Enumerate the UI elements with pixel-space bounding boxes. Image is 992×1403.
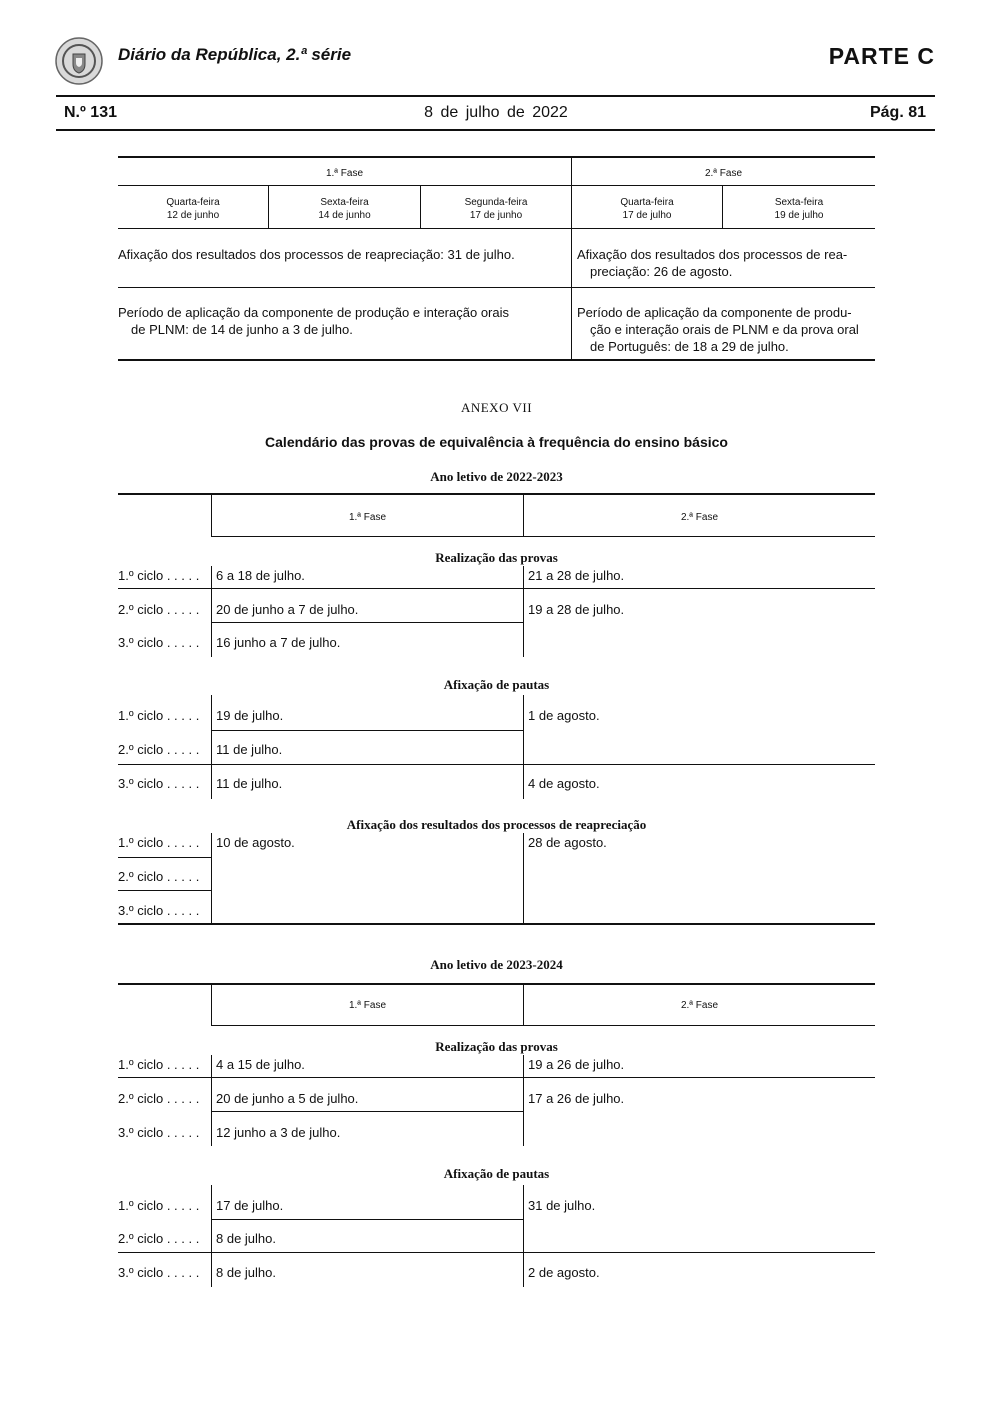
page-number: Pág. 81 bbox=[869, 104, 926, 121]
top-phase1-header: 1.ª Fase bbox=[325, 168, 364, 179]
ciclo-label: 1.º ciclo . . . . . bbox=[118, 835, 200, 850]
afix-right-line1: Afixação dos resultados dos processos de rea- bbox=[577, 247, 848, 262]
year1-reapreciacao-title: Afixação dos resultados dos processos de reapreciação bbox=[346, 817, 647, 832]
period-left-line2: de PLNM: de 14 de junho a 3 de julho. bbox=[131, 322, 353, 337]
issue-date: 8 de julho de 2022 bbox=[424, 104, 568, 121]
phase1-value: 16 junho a 7 de julho. bbox=[216, 635, 341, 650]
phase2-value: 19 a 28 de julho. bbox=[528, 602, 625, 617]
ciclo-label: 1.º ciclo . . . . . bbox=[118, 568, 200, 583]
part-label: PARTE C bbox=[828, 43, 935, 69]
phase1-value: 17 de julho. bbox=[216, 1198, 284, 1213]
phase2-value: 1 de agosto. bbox=[528, 708, 600, 723]
day-cell: Segunda-feira 17 de junho bbox=[464, 197, 528, 221]
header-rule-top bbox=[56, 95, 935, 97]
day-cell: Sexta-feira 19 de julho bbox=[774, 197, 824, 221]
issue-number: N.º 131 bbox=[64, 104, 117, 121]
year2-pautas-title: Afixação de pautas bbox=[443, 1166, 550, 1181]
header-rule-bottom bbox=[56, 129, 935, 131]
phase1-value: 20 de junho a 5 de julho. bbox=[216, 1091, 359, 1106]
coat-of-arms-icon bbox=[54, 36, 104, 86]
phase1-value: 10 de agosto. bbox=[216, 835, 295, 850]
top-phase2-header: 2.ª Fase bbox=[704, 168, 743, 179]
day-cell: Quarta-feira 17 de julho bbox=[620, 197, 674, 221]
year1-phase1-header: 1.ª Fase bbox=[348, 512, 387, 523]
phase1-value: 8 de julho. bbox=[216, 1231, 276, 1246]
phase1-value: 20 de junho a 7 de julho. bbox=[216, 602, 359, 617]
ciclo-label: 1.º ciclo . . . . . bbox=[118, 1057, 200, 1072]
phase1-value: 8 de julho. bbox=[216, 1265, 276, 1280]
period-right-line2: ção e interação orais de PLNM e da prova oral bbox=[590, 322, 859, 337]
period-left-line1: Período de aplicação da componente de produção e interação orais bbox=[118, 305, 509, 320]
ciclo-label: 3.º ciclo . . . . . bbox=[118, 776, 200, 791]
ciclo-label: 3.º ciclo . . . . . bbox=[118, 1265, 200, 1280]
year1-title: Ano letivo de 2022-2023 bbox=[430, 469, 563, 484]
phase2-value: 4 de agosto. bbox=[528, 776, 600, 791]
phase2-value: 19 a 26 de julho. bbox=[528, 1057, 625, 1072]
phase1-value: 11 de julho. bbox=[216, 776, 283, 791]
phase2-value: 21 a 28 de julho. bbox=[528, 568, 625, 583]
phase2-value: 2 de agosto. bbox=[528, 1265, 600, 1280]
year2-phase1-header: 1.ª Fase bbox=[348, 1000, 387, 1011]
day-cell: Quarta-feira 12 de junho bbox=[166, 197, 220, 221]
phase1-value: 19 de julho. bbox=[216, 708, 284, 723]
ciclo-label: 2.º ciclo . . . . . bbox=[118, 1091, 200, 1106]
ciclo-label: 3.º ciclo . . . . . bbox=[118, 1125, 200, 1140]
phase1-value: 6 a 18 de julho. bbox=[216, 568, 305, 583]
ciclo-label: 2.º ciclo . . . . . bbox=[118, 1231, 200, 1246]
phase1-value: 12 junho a 3 de julho. bbox=[216, 1125, 341, 1140]
phase2-value: 31 de julho. bbox=[528, 1198, 596, 1213]
afix-left-text: Afixação dos resultados dos processos de reapreciação: 31 de julho. bbox=[118, 247, 515, 262]
year2-phase2-header: 2.ª Fase bbox=[680, 1000, 719, 1011]
ciclo-label: 1.º ciclo . . . . . bbox=[118, 708, 200, 723]
period-right-line3: de Português: de 18 a 29 de julho. bbox=[590, 339, 789, 354]
ciclo-label: 2.º ciclo . . . . . bbox=[118, 602, 200, 617]
ciclo-label: 3.º ciclo . . . . . bbox=[118, 903, 200, 918]
year1-realizacao-title: Realização das provas bbox=[435, 550, 558, 565]
ciclo-label: 3.º ciclo . . . . . bbox=[118, 635, 200, 650]
phase2-value: 17 a 26 de julho. bbox=[528, 1091, 625, 1106]
year1-phase2-header: 2.ª Fase bbox=[680, 512, 719, 523]
annex-title: Calendário das provas de equivalência à frequência do ensino básico bbox=[265, 434, 728, 450]
phase2-value: 28 de agosto. bbox=[528, 835, 607, 850]
year2-title: Ano letivo de 2023-2024 bbox=[430, 957, 563, 972]
ciclo-label: 2.º ciclo . . . . . bbox=[118, 742, 200, 757]
annex-label: ANEXO VII bbox=[460, 400, 533, 415]
phase1-value: 4 a 15 de julho. bbox=[216, 1057, 305, 1072]
ciclo-label: 2.º ciclo . . . . . bbox=[118, 869, 200, 884]
ciclo-label: 1.º ciclo . . . . . bbox=[118, 1198, 200, 1213]
day-cell: Sexta-feira 14 de junho bbox=[318, 197, 371, 221]
period-right-line1: Período de aplicação da componente de produ- bbox=[577, 305, 852, 320]
year2-realizacao-title: Realização das provas bbox=[435, 1039, 558, 1054]
year1-pautas-title: Afixação de pautas bbox=[443, 677, 550, 692]
afix-right-line2: preciação: 26 de agosto. bbox=[590, 264, 733, 279]
publication-title: Diário da República, 2.ª série bbox=[118, 45, 352, 64]
phase1-value: 11 de julho. bbox=[216, 742, 283, 757]
